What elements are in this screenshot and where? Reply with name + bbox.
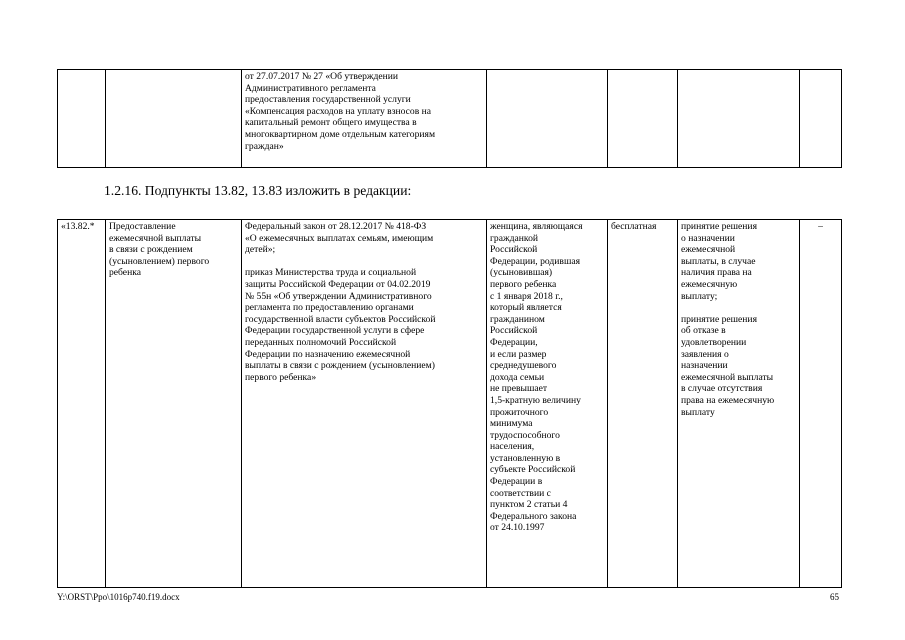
last-cell: – xyxy=(800,220,842,588)
payment-cell: бесплатная xyxy=(608,220,678,588)
recipients-cell: женщина, являющаяся гражданкой Российской Федерации, родившая (усыновившая) первого ребенка с 1 января 2018 г., который является гражданином Российской Федерации, и если размер среднедушевого дохода семьи не превышает 1,5-кратную величину прожиточного минимума трудоспособного населения, установленную в субъекте Российской Федерации в соответствии с пунктом 2 статьи 4 Федерального закона от 24.10.1997 xyxy=(487,220,608,588)
section-heading: 1.2.16. Подпункты 13.82, 13.83 изложить в редакции: xyxy=(104,183,412,198)
legal-basis-cell: от 27.07.2017 № 27 «Об утверждении Административного регламента предоставления государственной услуги «Компенсация расходов на уплату взносов на капитальный ремонт общего имущества в многоквартирном доме отдельным категориям граждан» xyxy=(242,70,487,168)
number-cell: «13.82.* xyxy=(58,220,106,588)
recipients-cell xyxy=(487,70,608,168)
service-name-cell xyxy=(106,70,242,168)
result-cell xyxy=(678,70,800,168)
service-name-cell: Предоставление ежемесячной выплаты в связи с рождением (усыновлением) первого ребенка xyxy=(106,220,242,588)
table-row xyxy=(58,70,842,168)
table-row xyxy=(58,220,842,588)
services-table xyxy=(57,219,842,588)
footer-file-path: Y:\ORST\Ppo\1016p740.f19.docx xyxy=(57,592,180,602)
legal-basis-cell: Федеральный закон от 28.12.2017 № 418-ФЗ «О ежемесячных выплатах семьям, имеющим детей»; приказ Министерства труда и социальной защиты Российской Федерации от 04.02.2019 № 55н «Об утверждении Административного регламента по предоставлению органами государственной власти субъектов Российской Федерации государственной услуги в сфере переданных полномочий Российской Федерации по назначению ежемесячной выплаты в связи с рождением (усыновлением) первого ребенка» xyxy=(242,220,487,588)
last-cell xyxy=(800,70,842,168)
page-number: 65 xyxy=(830,592,839,602)
result-cell: принятие решения о назначении ежемесячной выплаты, в случае наличия права на ежемесячную выплату; принятие решения об отказе в удовлетворении заявления о назначении ежемесячной выплаты в случае отсутствия права на ежемесячную выплату xyxy=(678,220,800,588)
previous-table-continuation xyxy=(57,69,842,168)
payment-cell xyxy=(608,70,678,168)
number-cell xyxy=(58,70,106,168)
